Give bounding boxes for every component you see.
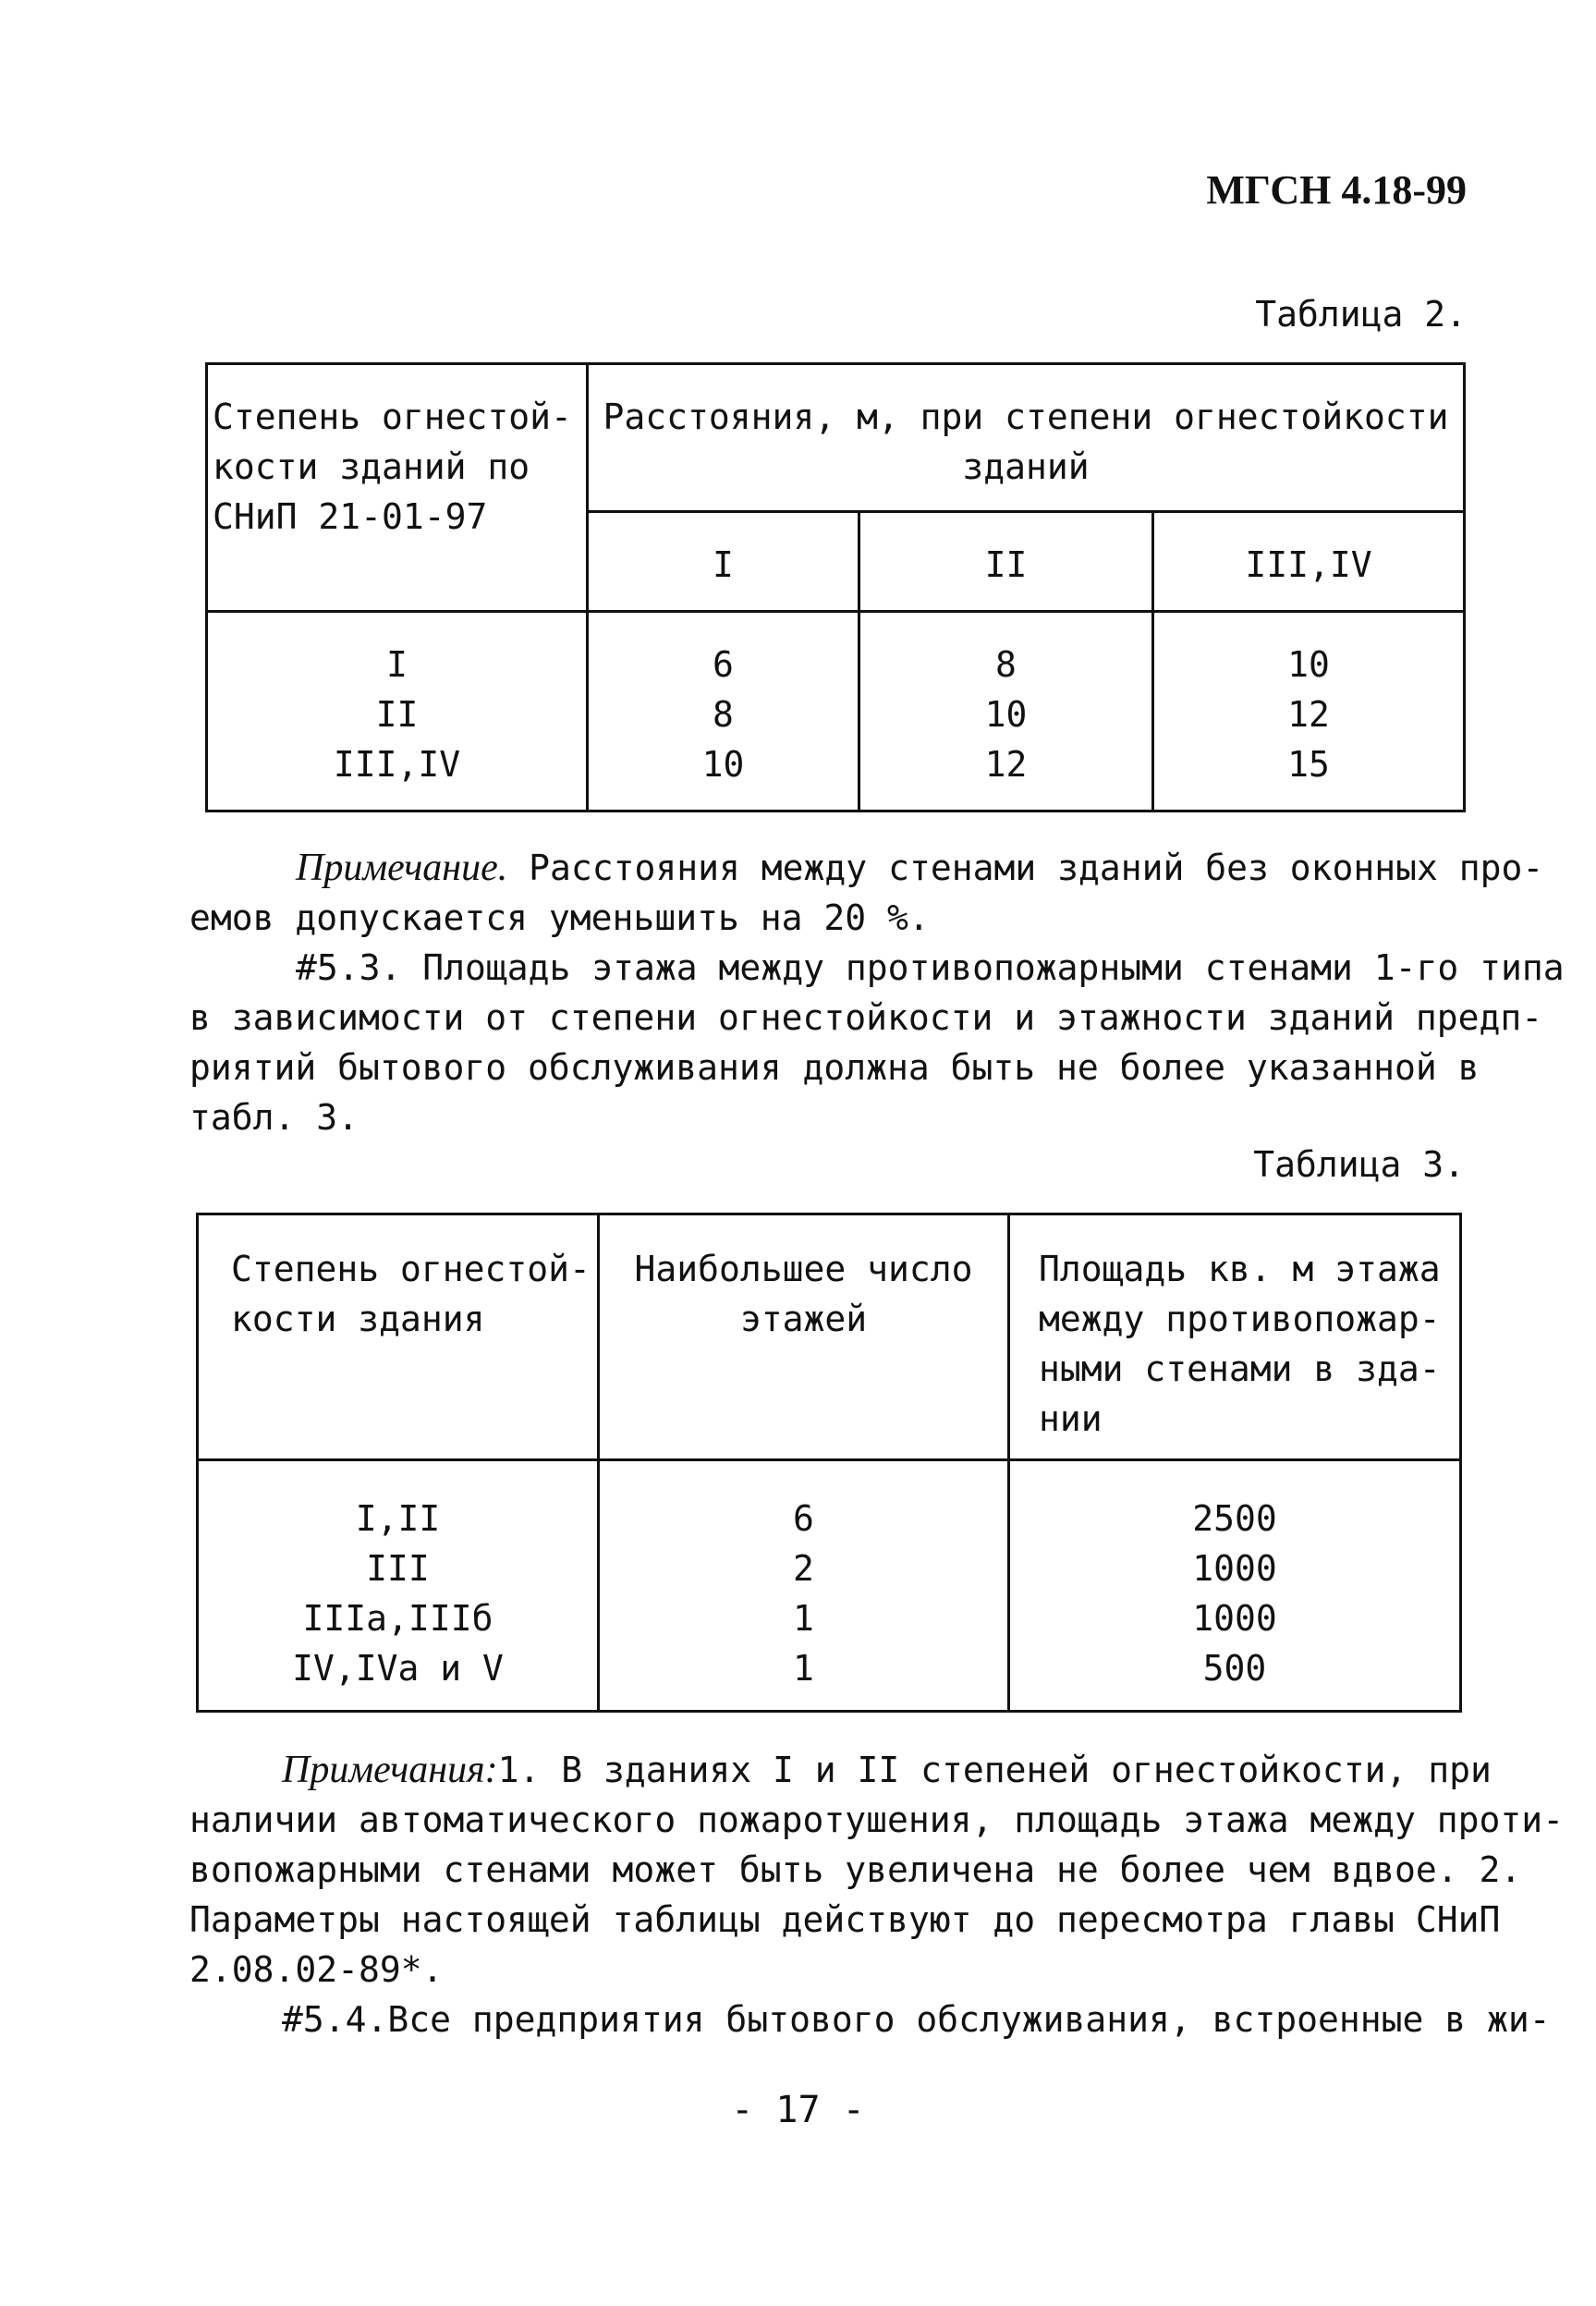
para53-line1: #5.3. Площадь этажа между противопожарными стенами 1-го типа: [296, 947, 1565, 988]
table2-border-bottom: [205, 810, 1466, 812]
table3-row1-degree: I,II: [355, 1498, 441, 1539]
note2-prefix: Примечание.: [296, 847, 508, 889]
note3-line1: [282, 1745, 1492, 1795]
table2-row2-label: II: [375, 694, 419, 735]
table2-row2-val1: 8: [713, 694, 734, 735]
table3-row3-floors: 1: [793, 1598, 814, 1639]
para53-line3: риятий бытового обслуживания должна быть не более указанной в: [189, 1047, 1480, 1088]
table2-row3-val2: 12: [984, 744, 1028, 785]
table2-header-group-line2: зданий: [962, 446, 1090, 487]
table2-header-col1-line1: Степень огнестой-: [213, 397, 572, 437]
table2-row2-val3: 12: [1287, 694, 1330, 735]
table3-row1-floors: 6: [793, 1498, 814, 1539]
table2-subheader-i: I: [713, 544, 734, 585]
table2-row3-val3: 15: [1287, 744, 1330, 785]
table3-header-col1-line1: Степень огнестой-: [231, 1249, 591, 1289]
table2-row1-val1: 6: [713, 644, 734, 685]
table3-row3-area: 1000: [1192, 1598, 1277, 1639]
page-number: - 17 -: [731, 2089, 865, 2131]
para53-line4: табл. 3.: [189, 1097, 359, 1138]
table2-row3-val1: 10: [701, 744, 745, 785]
table2-row1-label: I: [386, 644, 408, 685]
table3-header-col2-line2: этажей: [739, 1299, 868, 1339]
table3-row2-degree: III: [366, 1548, 430, 1589]
para54-line1: #5.4.Все предприятия бытового обслуживания, встроенные в жи-: [282, 1999, 1551, 2040]
table3-row4-area: 500: [1202, 1648, 1267, 1689]
table3-border-top: [196, 1213, 1462, 1215]
note2-text: Расстояния между стенами зданий без оконных про-: [529, 848, 1544, 888]
table3-header-col3-line2: между противопожар-: [1039, 1299, 1441, 1339]
note3-line3: вопожарными стенами может быть увеличена не более чем вдвое. 2.: [189, 1849, 1522, 1890]
table3-header-col3-line1: Площадь кв. м этажа: [1039, 1249, 1441, 1289]
table3-header-line: [196, 1458, 1462, 1461]
table2-header-group-line1: Расстояния, м, при степени огнестойкости: [603, 397, 1449, 437]
table2-row2-val2: 10: [984, 694, 1028, 735]
note3-line5: 2.08.02-89*.: [189, 1949, 444, 1990]
table2-row1-val3: 10: [1287, 644, 1330, 685]
table3-border-bottom: [196, 1710, 1462, 1713]
table2-row3-label: III,IV: [333, 744, 461, 785]
table3-row4-floors: 1: [793, 1648, 814, 1689]
table3-header-col3-line3: ными стенами в зда-: [1039, 1348, 1441, 1389]
table2-subheader-ii: II: [984, 544, 1028, 585]
table3-header-col1-line2: кости здания: [231, 1299, 485, 1339]
document-code: МГСН 4.18-99: [1206, 167, 1467, 213]
table2-subheader-line: [586, 510, 1466, 513]
table2-caption: Таблица 2.: [1255, 294, 1467, 335]
table3-row1-area: 2500: [1192, 1498, 1277, 1539]
table2-subheader-iii-iv: III,IV: [1245, 544, 1372, 585]
note2-line2: емов допускается уменьшить на 20 %.: [189, 897, 930, 938]
table2-header-line: [205, 610, 1466, 613]
note3-prefix: Примечания:: [282, 1749, 498, 1791]
table2-header-col1-line2: кости зданий по: [213, 446, 530, 487]
note3-text: 1. В зданиях I и II степеней огнестойкости, при: [497, 1750, 1492, 1790]
table3-row4-degree: IV,IVa и V: [292, 1648, 504, 1689]
table3-border-right: [1459, 1213, 1462, 1713]
note2-line1: [296, 843, 1543, 893]
table3-header-col3-line4: нии: [1039, 1398, 1103, 1439]
table2-border-top: [205, 362, 1466, 365]
note3-line4: Параметры настоящей таблицы действуют до пересмотра главы СНиП: [189, 1899, 1501, 1940]
table3-row2-area: 1000: [1192, 1548, 1277, 1589]
table2-header-col1-line3: СНиП 21-01-97: [213, 496, 488, 537]
para53-line2: в зависимости от степени огнестойкости и этажности зданий предп-: [189, 997, 1543, 1038]
table2-row1-val2: 8: [995, 644, 1017, 685]
table3-caption: Таблица 3.: [1253, 1144, 1465, 1185]
table3-header-col2-line1: Наибольшее число: [634, 1249, 973, 1289]
table2-border-right: [1463, 362, 1466, 812]
note3-line2: наличии автоматического пожаротушения, площадь этажа между проти-: [189, 1800, 1565, 1840]
table3-row2-floors: 2: [793, 1548, 814, 1589]
table3-row3-degree: IIIa,IIIб: [302, 1598, 493, 1639]
